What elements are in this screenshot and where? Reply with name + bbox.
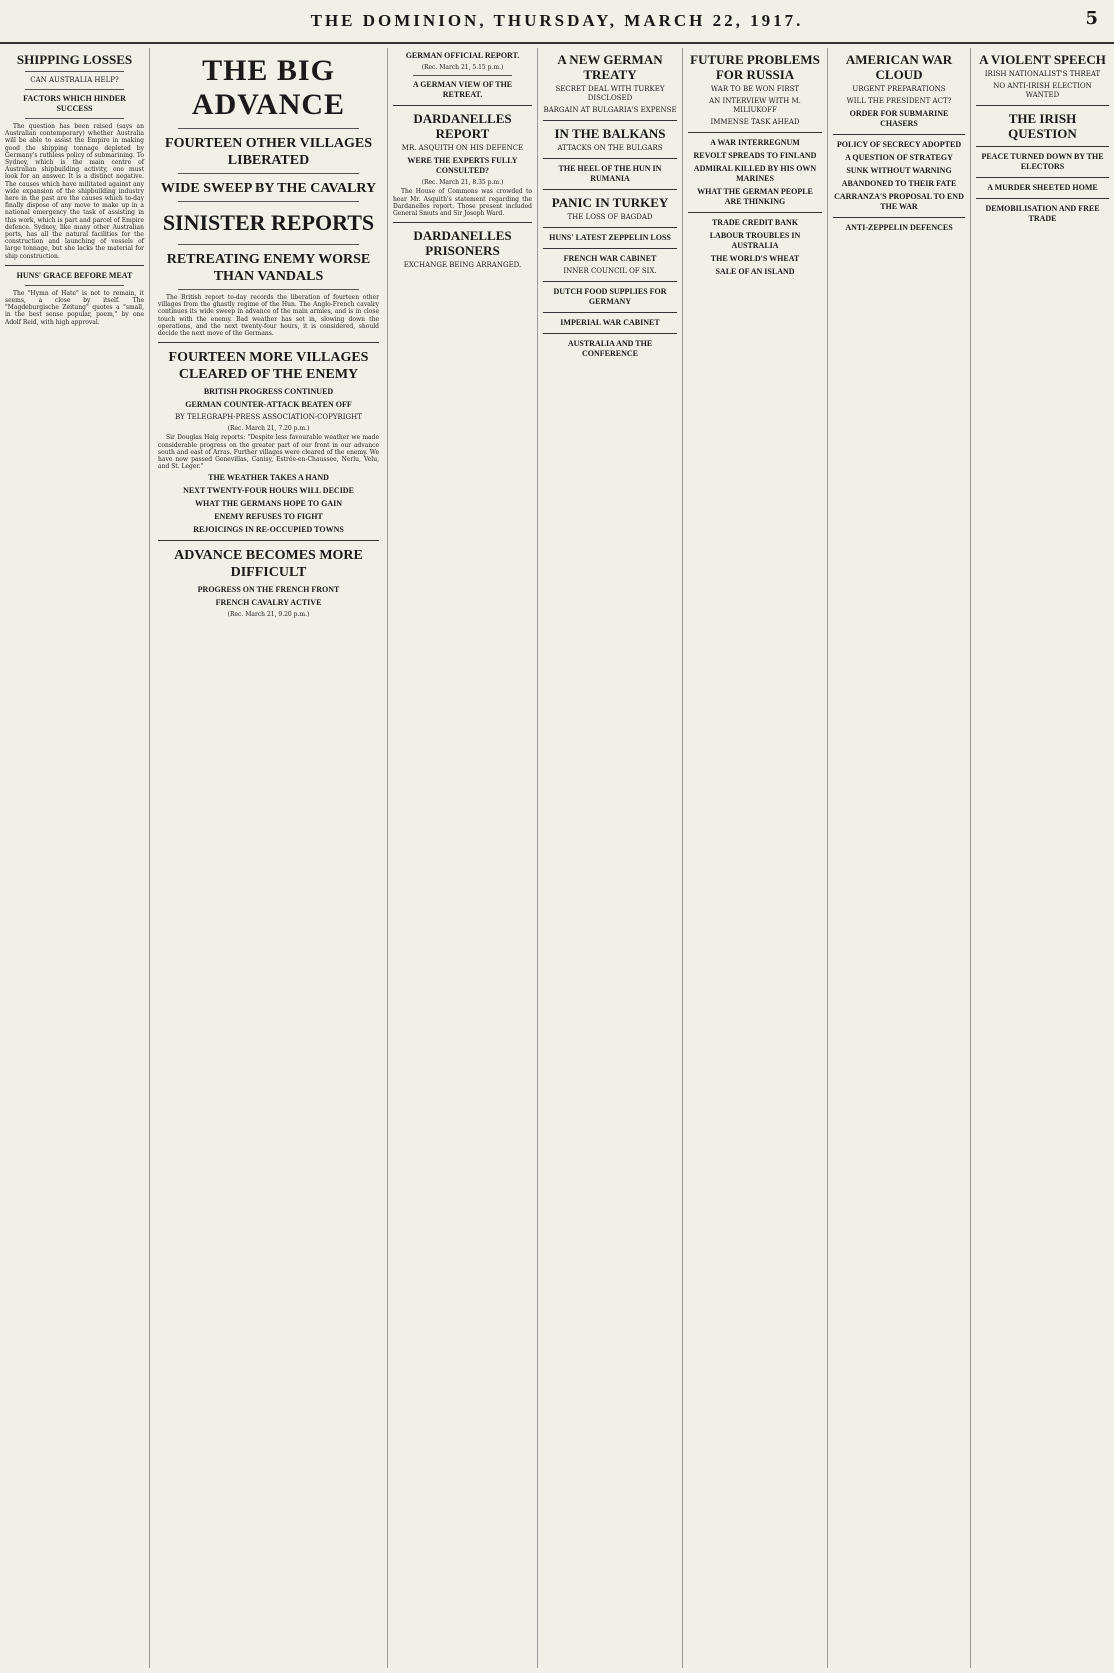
article-body: The question has been raised (says an Australian contemporary) whether Australia will be able to assist the Empire in making good the shipping tonnage depleted by Germany's ruthless policy of submarining. To Sydney, which is the main centre of Australian shipbuilding activity, one must look for an answer. It is a distinct negative. The causes which have militated against any wide expansion of the shipbuilding industry here in the past are the causes which to-day finally dispose of any move to make up in a national emergency the task of assisting in this work, which is part and parcel of Empire defence. Sydney, like many other Australian ports, has all the natural facilities for the construction and launching of vessels of large tonnage, but she lacks the material for ship construction. [5,123,144,260]
subhead: NO ANTI-IRISH ELECTION WANTED [993,82,1092,99]
subhead: URGENT PREPARATIONS [852,85,946,93]
section-head: NEXT TWENTY-FOUR HOURS WILL DECIDE [183,486,354,496]
column-6 [828,48,971,1668]
column-7 [971,48,1114,1668]
subhead: WERE THE EXPERTS FULLY CONSULTED? [407,156,518,176]
deck: WIDE SWEEP BY THE CAVALRY [160,181,377,196]
headline-shipping-losses: SHIPPING LOSSES [16,52,133,67]
subhead: INNER COUNCIL OF SIX. [563,267,657,275]
headline-big-advance: THE BIG ADVANCE [191,54,346,121]
headline: REVOLT SPREADS TO FINLAND [693,151,817,160]
received-time: (Rec. March 21, 9.20 p.m.) [227,611,310,619]
headline: PEACE TURNED DOWN BY THE ELECTORS [981,152,1104,171]
headline: SALE OF AN ISLAND [715,267,795,276]
column-1 [0,48,150,1668]
lead-paragraph: The British report to-day records the liberation of fourteen other villages from the ghastly regime of the Hun. The Anglo-French cavalry continues its wide sweep in advance of the main armies, and is in close touch with the enemy. Bad weather has set in, slowing down the operations, and the next twenty-four hours, it is considered, should decide the next move of the Germans. [158,294,379,338]
section-head: REJOICINGS IN RE-OCCUPIED TOWNS [193,525,344,535]
headline: DUTCH FOOD SUPPLIES FOR GERMANY [553,287,667,306]
headline: PANIC IN TURKEY [551,195,669,210]
received-time: (Rec. March 21, 5.15 p.m.) [421,64,504,71]
headline: THE IRISH QUESTION [1008,111,1077,141]
subhead: BARGAIN AT BULGARIA'S EXPENSE [543,106,677,114]
section-head: THE WEATHER TAKES A HAND [208,473,329,483]
column-2 [150,48,388,1668]
section-head: WHAT THE GERMANS HOPE TO GAIN [194,499,343,509]
subhead: MR. ASQUITH ON HIS DEFENCE [401,144,524,153]
masthead [0,0,1114,44]
deck: SINISTER REPORTS [162,210,375,235]
headline: A VIOLENT SPEECH [979,52,1106,67]
headline: IN THE BALKANS [554,126,666,141]
headline: ADMIRAL KILLED BY HIS OWN MARINES [693,164,817,183]
headline: LABOUR TROUBLES IN AUSTRALIA [709,231,801,250]
headline: ANTI-ZEPPELIN DEFENCES [845,223,953,232]
subhead: WAR TO BE WON FIRST [710,85,800,93]
column-4 [538,48,683,1668]
column-5 [683,48,828,1668]
article-body: Sir Douglas Haig reports: "Despite less favourable weather we made considerable progress on the greater part of our front in our advance south and east of Arras. Further villages were cleared of the enemy. We have now passed Genevillas, Canisy, Estrée-en-Chaussee, Nerlu, Velu, and St. Leger." [158,434,379,471]
deck: FOURTEEN OTHER VILLAGES LIBERATED [165,136,372,168]
headline: FUTURE PROBLEMS FOR RUSSIA [690,52,820,82]
subhead: AN INTERVIEW WITH M. MILIUKOFF [709,97,801,114]
headline: POLICY OF SECRECY ADOPTED [836,140,962,149]
subhead: THE LOSS OF BAGDAD [567,213,653,221]
page-number: 5 [1085,8,1098,29]
headline: AMERICAN WAR CLOUD [845,52,953,82]
deck: RETREATING ENEMY WORSE THAN VANDALS [166,252,371,284]
headline: A MURDER SHEETED HOME [987,183,1098,192]
headline: IMPERIAL WAR CABINET [560,318,660,327]
section-head: ENEMY REFUSES TO FIGHT [214,512,323,522]
headline: TRADE CREDIT BANK [711,218,799,227]
headline: A NEW GERMAN TREATY [557,52,663,82]
headline: FRENCH WAR CABINET [563,254,657,263]
headline: WHAT THE GERMAN PEOPLE ARE THINKING [697,187,813,206]
masthead-title: THE DOMINION, THURSDAY, MARCH 22, 1917. [310,11,804,30]
subhead: ORDER FOR SUBMARINE CHASERS [849,109,949,128]
subhead: IRISH NATIONALIST'S THREAT [984,70,1101,78]
headline: THE WORLD'S WHEAT [710,254,800,263]
subhead: CAN AUSTRALIA HELP? [30,76,119,84]
received-time: (Rec. March 21, 8.35 p.m.) [421,179,504,187]
headline: GERMAN OFFICIAL REPORT. [405,51,520,60]
headline: THE HEEL OF THE HUN IN RUMANIA [558,164,662,183]
column-3 [388,48,538,1668]
subhead: SECRET DEAL WITH TURKEY DISCLOSED [555,85,665,102]
headline: ADVANCE BECOMES MORE DIFFICULT [174,548,363,581]
subhead: GERMAN COUNTER-ATTACK BEATEN OFF [185,400,352,410]
subhead: WILL THE PRESIDENT ACT? [846,97,952,105]
section-head: FRENCH CAVALRY ACTIVE [215,598,322,608]
headline: CARRANZA'S PROPOSAL TO END THE WAR [834,192,964,211]
article-body: The "Hymn of Hate" is not to remain, it seems, a close by itself. The "Magdeburgische Zeitung" quotes a "small, in the best sense popular, poem," by one Adolf Reid, with high approval. [5,289,144,326]
subhead: PROGRESS ON THE FRENCH FRONT [197,585,340,595]
subhead: IMMENSE TASK AHEAD [710,118,800,126]
headline: FOURTEEN MORE VILLAGES CLEARED OF THE ENEMY [168,350,369,383]
subhead: ATTACKS ON THE BULGARS [557,144,663,152]
headline: ABANDONED TO THEIR FATE [841,179,957,188]
received-time: (Rec. March 21, 7.20 p.m.) [227,425,310,433]
headline: A QUESTION OF STRATEGY [845,153,953,162]
headline: AUSTRALIA AND THE CONFERENCE [567,339,653,358]
subhead: FACTORS WHICH HINDER SUCCESS [23,94,126,113]
subhead: BRITISH PROGRESS CONTINUED [203,387,334,397]
headline: A GERMAN VIEW OF THE RETREAT. [412,80,513,100]
headline-huns-grace: HUNS' GRACE BEFORE MEAT [16,270,133,280]
subhead: EXCHANGE BEING ARRANGED. [403,261,522,270]
headline-dardanelles: DARDANELLES REPORT [413,111,512,142]
byline: BY TELEGRAPH-PRESS ASSOCIATION-COPYRIGHT [175,413,362,422]
headline: A WAR INTERREGNUM [710,138,800,147]
article-body: The House of Commons was crowded to hear Mr. Asquith's statement regarding the Dardanelles report. Those present included General Smuts and Sir Joseph Ward. [393,188,532,218]
headline: HUNS' LATEST ZEPPELIN LOSS [549,233,671,242]
headline: SUNK WITHOUT WARNING [846,166,952,175]
headline: DEMOBILISATION AND FREE TRADE [985,204,1100,223]
headline: DARDANELLES PRISONERS [413,228,512,259]
